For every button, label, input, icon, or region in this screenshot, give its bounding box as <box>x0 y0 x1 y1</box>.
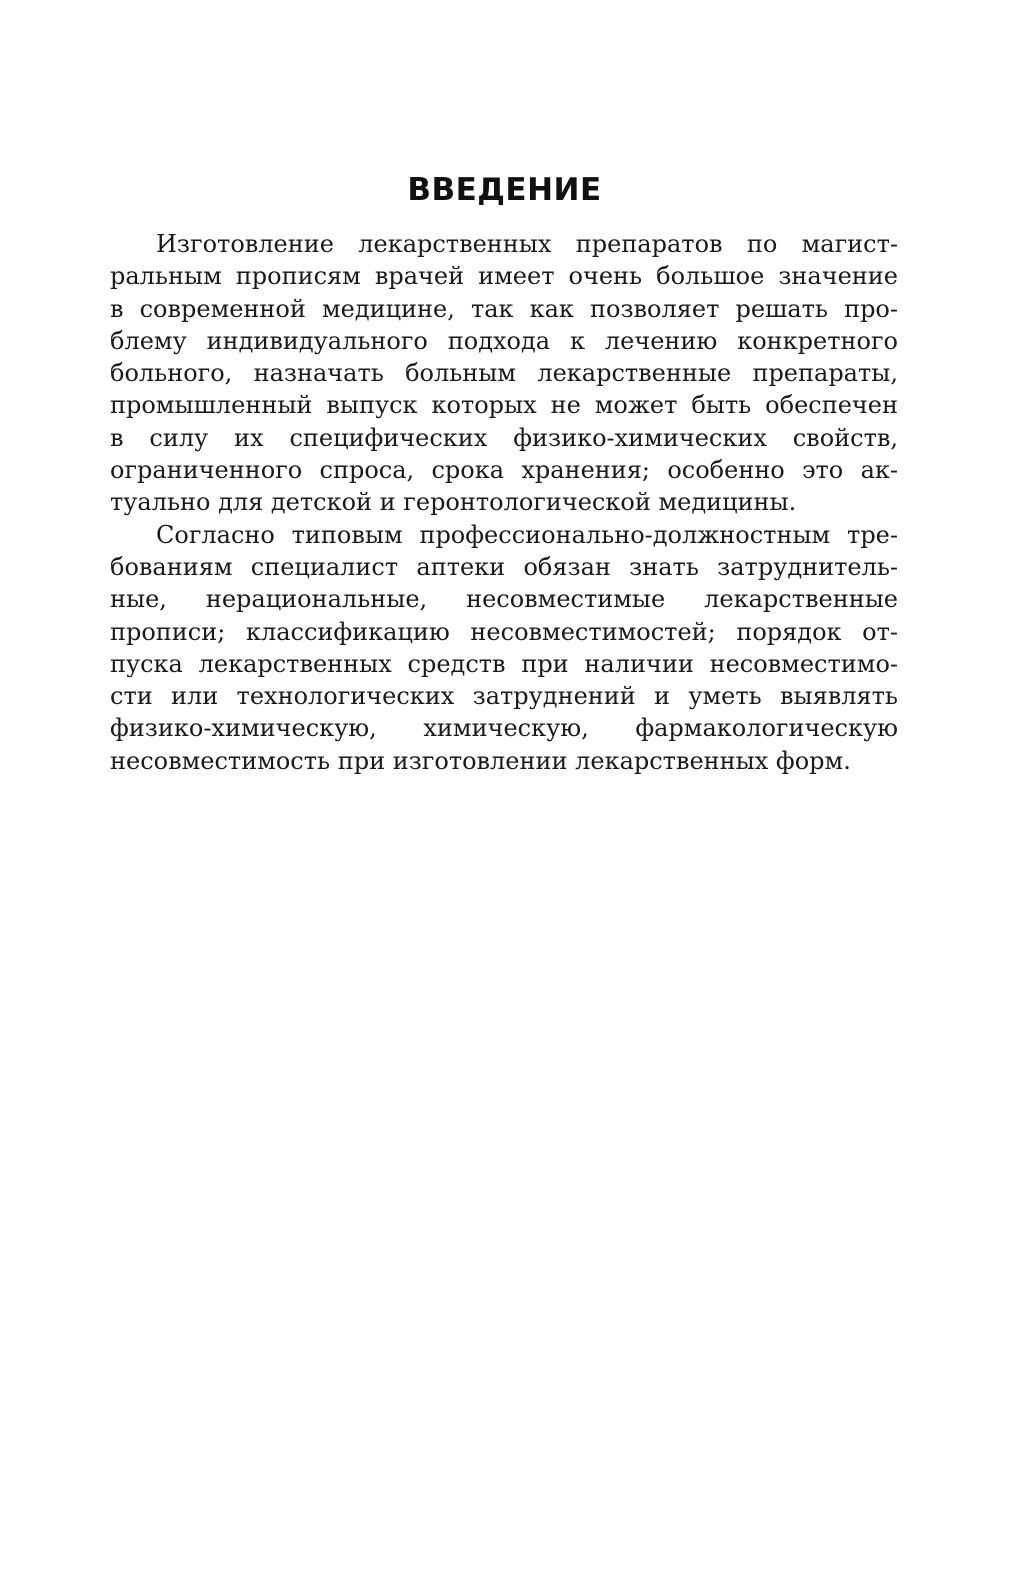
text-line: блему индивидуального подхода к лечению конкретного <box>110 326 898 355</box>
text-line: в силу их специфических физико-химических свойств, <box>110 423 898 452</box>
text-line: несовместимость при изготовлении лекарственных форм. <box>110 746 851 775</box>
paragraph-2 <box>110 519 898 777</box>
text-line: ограниченного спроса, срока хранения; особенно это ак- <box>110 456 898 485</box>
text-line: пуска лекарственных средств при наличии несовместимо- <box>110 649 898 678</box>
text-line: ральным прописям врачей имеет очень большое значение <box>110 262 898 291</box>
text-line: физико-химическую, химическую, фармакологическую <box>110 714 898 743</box>
paragraph-1 <box>110 228 898 519</box>
text-line: сти или технологических затруднений и уметь выявлять <box>110 682 898 711</box>
text-line: прописи; классификацию несовместимостей; порядок от- <box>110 617 898 646</box>
text-line: туально для детской и геронтологической медицины. <box>110 488 797 517</box>
page-title: ВВЕДЕНИЕ <box>407 172 602 208</box>
text-line: Изготовление лекарственных препаратов по магист- <box>156 230 898 258</box>
text-line: в современной медицине, так как позволяет решать про- <box>110 294 898 323</box>
text-line: ные, нерациональные, несовместимые лекарственные <box>110 585 898 614</box>
text-line: Согласно типовым профессионально-должностным тре- <box>156 520 898 549</box>
text-line: бованиям специалист аптеки обязан знать затруднитель- <box>110 552 898 581</box>
text-line: промышленный выпуск которых не может быть обеспечен <box>110 391 898 420</box>
body-text <box>110 228 898 777</box>
text-line: больного, назначать больным лекарственные препараты, <box>110 359 898 388</box>
